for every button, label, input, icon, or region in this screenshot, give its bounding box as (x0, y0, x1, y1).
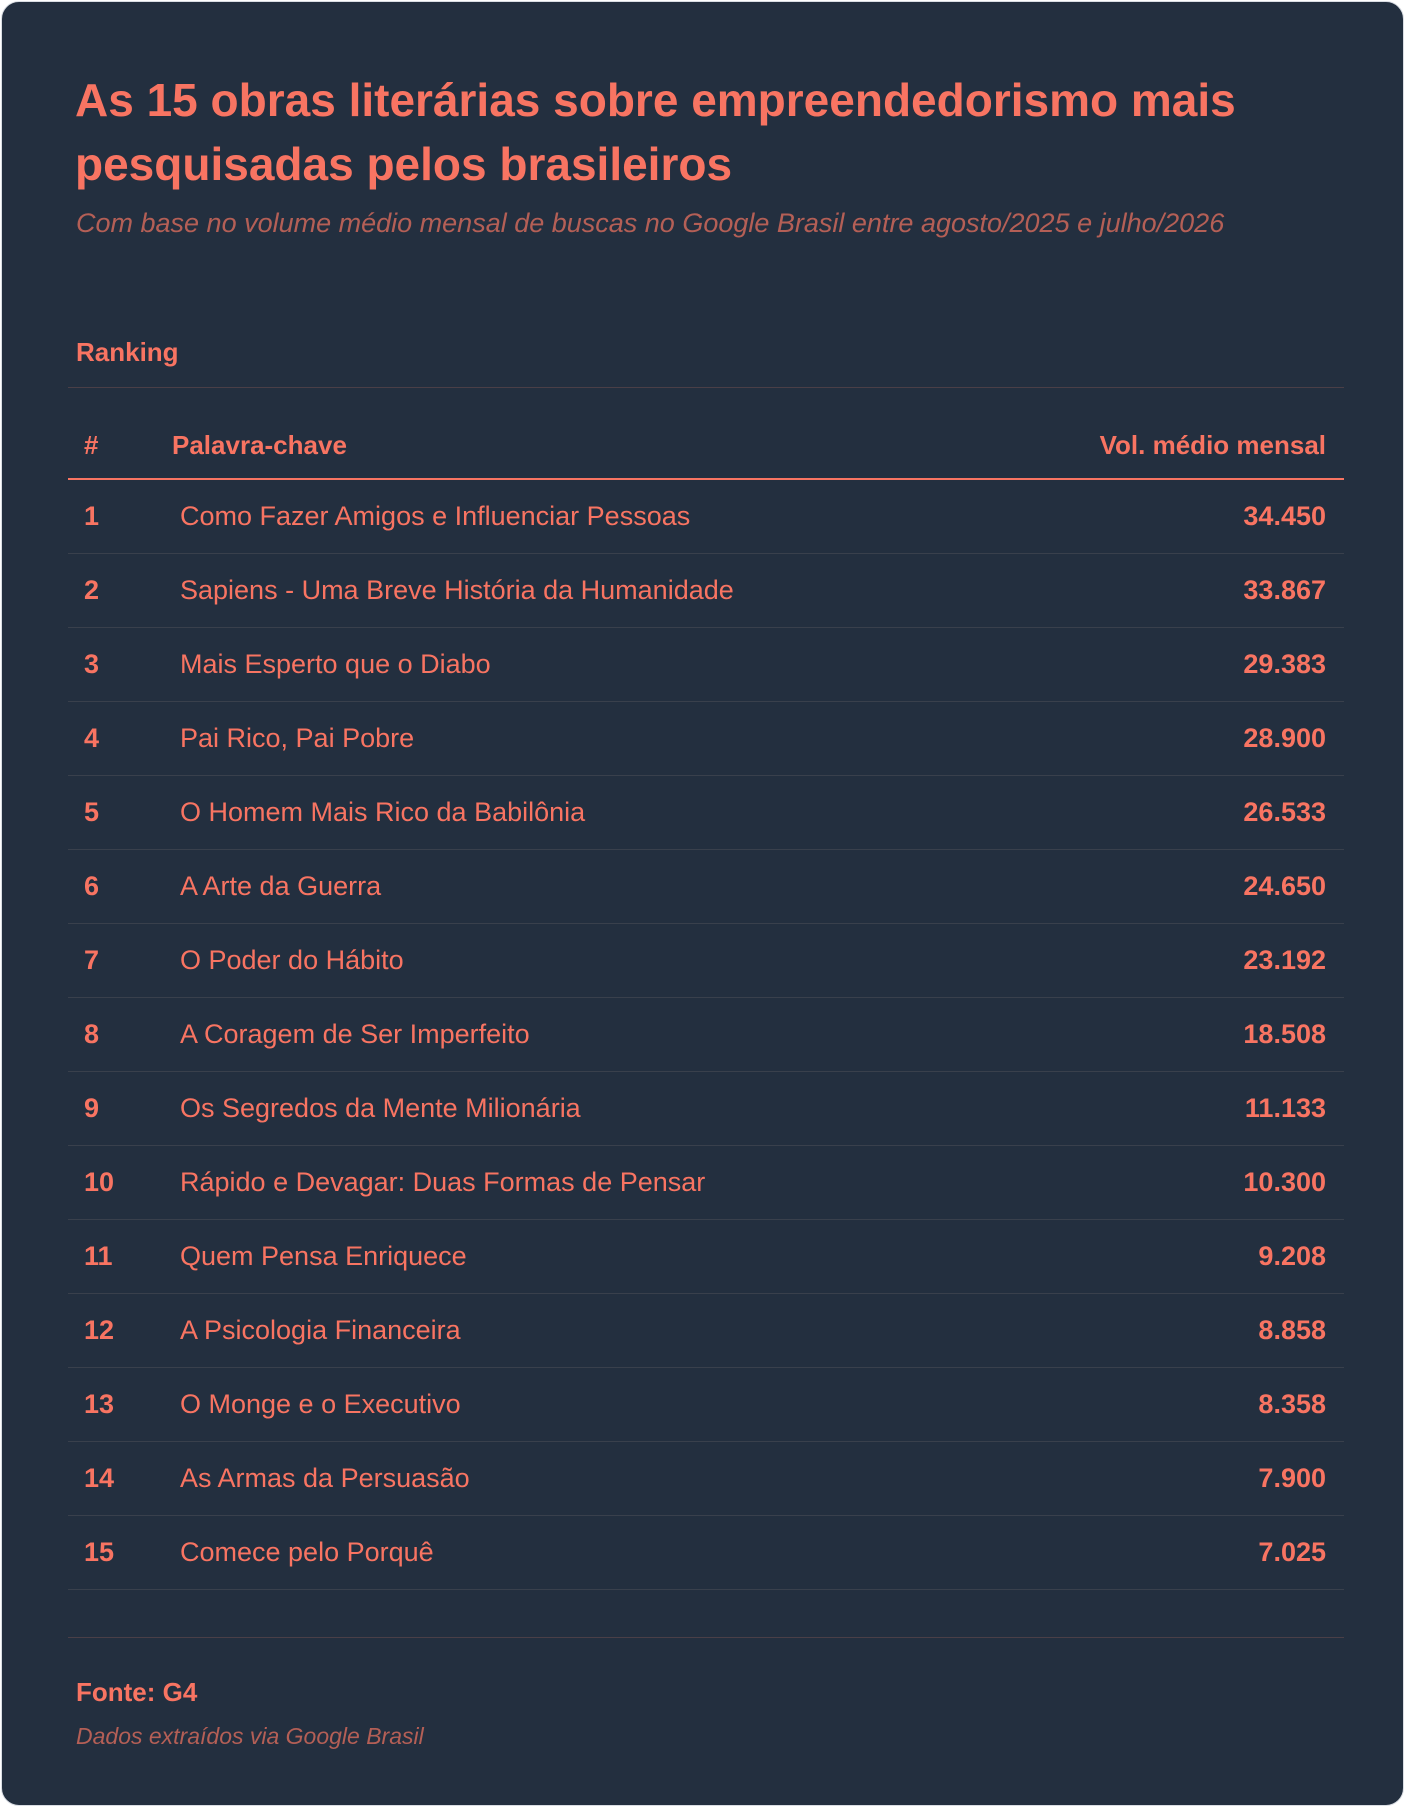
volume-cell: 29.383 (1004, 628, 1344, 702)
rank-cell: 10 (68, 1146, 172, 1220)
source-note: Dados extraídos via Google Brasil (76, 1723, 424, 1749)
keyword-cell: Comece pelo Porquê (172, 1516, 1004, 1590)
keyword-cell: Mais Esperto que o Diabo (172, 628, 1004, 702)
rank-cell: 4 (68, 702, 172, 776)
rank-cell: 12 (68, 1294, 172, 1368)
page-subtitle: Com base no volume médio mensal de buscas no Google Brasil entre agosto/2025 e julho/2026 (76, 208, 1225, 238)
table-row (68, 1146, 1344, 1220)
rank-cell: 5 (68, 776, 172, 850)
ranking-table (68, 412, 1344, 1590)
volume-cell: 8.858 (1004, 1294, 1344, 1368)
keyword-cell: Rápido e Devagar: Duas Formas de Pensar (172, 1146, 1004, 1220)
rank-cell: 1 (68, 479, 172, 554)
divider-bottom (68, 1637, 1344, 1638)
section-label-ranking: Ranking (76, 337, 179, 367)
table-row (68, 1442, 1344, 1516)
volume-cell: 24.650 (1004, 850, 1344, 924)
keyword-cell: Como Fazer Amigos e Influenciar Pessoas (172, 479, 1004, 554)
keyword-cell: A Psicologia Financeira (172, 1294, 1004, 1368)
volume-cell: 10.300 (1004, 1146, 1344, 1220)
keyword-cell: O Homem Mais Rico da Babilônia (172, 776, 1004, 850)
ranking-card (1, 1, 1404, 1806)
table-header-row (68, 412, 1344, 479)
page-title: As 15 obras literárias sobre empreendedorismo mais pesquisadas pelos brasileiros (75, 74, 1236, 190)
table-row (68, 1072, 1344, 1146)
table-row (68, 554, 1344, 628)
table-row (68, 628, 1344, 702)
column-header-rank: # (68, 412, 172, 479)
table-row (68, 998, 1344, 1072)
column-header-volume: Vol. médio mensal (1004, 412, 1344, 479)
table-body (68, 479, 1344, 1590)
volume-cell: 7.900 (1004, 1442, 1344, 1516)
divider-top (68, 387, 1344, 388)
rank-cell: 15 (68, 1516, 172, 1590)
table-row (68, 702, 1344, 776)
volume-cell: 7.025 (1004, 1516, 1344, 1590)
table-row (68, 479, 1344, 554)
volume-cell: 11.133 (1004, 1072, 1344, 1146)
volume-cell: 8.358 (1004, 1368, 1344, 1442)
source-label: Fonte: G4 (76, 1677, 198, 1707)
volume-cell: 23.192 (1004, 924, 1344, 998)
rank-cell: 6 (68, 850, 172, 924)
table-row (68, 1220, 1344, 1294)
volume-cell: 33.867 (1004, 554, 1344, 628)
rank-cell: 13 (68, 1368, 172, 1442)
table-row (68, 924, 1344, 998)
keyword-cell: Quem Pensa Enriquece (172, 1220, 1004, 1294)
rank-cell: 14 (68, 1442, 172, 1516)
table-row (68, 1516, 1344, 1590)
keyword-cell: A Arte da Guerra (172, 850, 1004, 924)
keyword-cell: As Armas da Persuasão (172, 1442, 1004, 1516)
table-row (68, 1368, 1344, 1442)
rank-cell: 11 (68, 1220, 172, 1294)
ranking-table-wrapper (68, 412, 1344, 1590)
table-row (68, 850, 1344, 924)
volume-cell: 26.533 (1004, 776, 1344, 850)
volume-cell: 34.450 (1004, 479, 1344, 554)
rank-cell: 9 (68, 1072, 172, 1146)
keyword-cell: Os Segredos da Mente Milionária (172, 1072, 1004, 1146)
volume-cell: 28.900 (1004, 702, 1344, 776)
volume-cell: 18.508 (1004, 998, 1344, 1072)
keyword-cell: Pai Rico, Pai Pobre (172, 702, 1004, 776)
keyword-cell: Sapiens - Uma Breve História da Humanidade (172, 554, 1004, 628)
keyword-cell: O Poder do Hábito (172, 924, 1004, 998)
table-row (68, 1294, 1344, 1368)
rank-cell: 3 (68, 628, 172, 702)
rank-cell: 2 (68, 554, 172, 628)
volume-cell: 9.208 (1004, 1220, 1344, 1294)
table-row (68, 776, 1344, 850)
keyword-cell: O Monge e o Executivo (172, 1368, 1004, 1442)
column-header-keyword: Palavra-chave (172, 412, 1004, 479)
keyword-cell: A Coragem de Ser Imperfeito (172, 998, 1004, 1072)
rank-cell: 7 (68, 924, 172, 998)
rank-cell: 8 (68, 998, 172, 1072)
